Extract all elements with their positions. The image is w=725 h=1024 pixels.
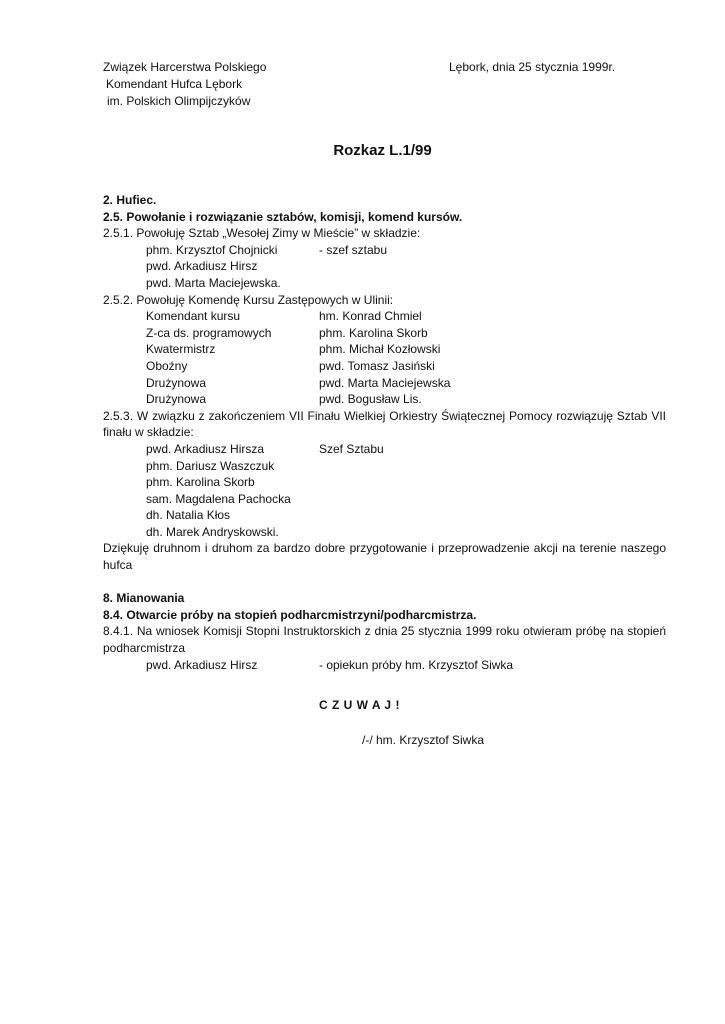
- member-name: phm. Krzysztof Chojnicki: [146, 242, 278, 257]
- member-row: [103, 657, 666, 674]
- member-name: dh. Natalia Kłos: [146, 508, 231, 523]
- thanks-paragraph: Dziękuję druhnom i druhom za bardzo dobre przygotowanie i przeprowadzenie akcji na terenie naszego hufca: [103, 541, 666, 573]
- member-name: pwd. Tomasz Jasiński: [319, 358, 435, 373]
- member-name: pwd. Marta Maciejewska: [319, 375, 451, 390]
- org-name: Związek Harcerstwa Polskiego: [103, 60, 267, 74]
- member-name: dh. Marek Andryskowski.: [146, 524, 279, 539]
- member-row: [103, 507, 666, 524]
- member-role: Szef Sztabu: [319, 441, 384, 456]
- section-subheading: 8.4. Otwarcie próby na stopień podharcmistrzyni/podharcmistrza.: [103, 607, 477, 622]
- member-row: [103, 375, 666, 392]
- member-name: hm. Konrad Chmiel: [319, 309, 422, 324]
- member-name: sam. Magdalena Pachocka: [146, 491, 291, 506]
- member-row: [103, 242, 666, 259]
- member-row: [103, 391, 666, 408]
- member-role: Komendant kursu: [146, 309, 241, 324]
- document-title: Rozkaz L.1/99: [333, 142, 432, 159]
- member-name: phm. Dariusz Waszczuk: [146, 458, 275, 473]
- member-row: [103, 524, 666, 541]
- order-item: 2.5.1. Powołuję Sztab „Wesołej Zimy w Mieście” w składzie:: [103, 226, 421, 241]
- section-heading: 8. Mianowania: [103, 591, 185, 606]
- member-row: [103, 358, 666, 375]
- closing-salute: C Z U W A J !: [319, 698, 400, 712]
- section-heading: 2. Hufiec.: [103, 193, 157, 207]
- member-role: Z-ca ds. programowych: [146, 325, 272, 340]
- member-name: pwd. Arkadiusz Hirsza: [146, 441, 265, 456]
- org-commander: Komendant Hufca Lębork: [106, 77, 243, 91]
- member-role: - szef sztabu: [319, 242, 388, 257]
- member-name: pwd. Bogusław Lis.: [319, 392, 422, 407]
- member-name: phm. Karolina Skorb: [319, 325, 428, 340]
- member-row: [103, 275, 666, 292]
- document-body: [103, 192, 666, 673]
- member-row: [103, 491, 666, 508]
- member-row: [103, 441, 666, 458]
- member-name: phm. Michał Kozłowski: [319, 342, 441, 357]
- section-subheading: 2.5. Powołanie i rozwiązanie sztabów, komisji, komend kursów.: [103, 209, 463, 224]
- organization-header: [103, 59, 266, 110]
- member-row: [103, 458, 666, 475]
- member-role: Drużynowa: [146, 375, 207, 390]
- order-item: 8.4.1. Na wniosek Komisji Stopni Instruktorskich z dnia 25 stycznia 1999 roku otwieram próbę na stopień podharcmistrza: [103, 624, 666, 656]
- member-row: [103, 474, 666, 491]
- org-patron: im. Polskich Olimpijczyków: [107, 94, 251, 108]
- member-name: pwd. Marta Maciejewska.: [146, 275, 281, 290]
- signature: /-/ hm. Krzysztof Siwka: [362, 733, 485, 747]
- member-row: [103, 341, 666, 358]
- member-row: [103, 258, 666, 275]
- order-item: 2.5.3. W związku z zakończeniem VII Finału Wielkiej Orkiestry Świątecznej Pomocy rozwiązuję Sztab VII finału w składzie:: [103, 408, 666, 440]
- member-role: Oboźny: [146, 358, 188, 373]
- member-role: Drużynowa: [146, 392, 207, 407]
- member-role: Kwatermistrz: [146, 342, 216, 357]
- order-item: 2.5.2. Powołuję Komendę Kursu Zastępowych w Ulinii:: [103, 292, 394, 307]
- member-name: pwd. Arkadiusz Hirsz: [146, 259, 258, 274]
- member-name: pwd. Arkadiusz Hirsz: [146, 657, 258, 672]
- member-row: [103, 308, 666, 325]
- place-date: Lębork, dnia 25 stycznia 1999r.: [449, 60, 616, 74]
- member-row: [103, 325, 666, 342]
- member-name: phm. Karolina Skorb: [146, 475, 255, 490]
- member-role: - opiekun próby hm. Krzysztof Siwka: [319, 657, 514, 672]
